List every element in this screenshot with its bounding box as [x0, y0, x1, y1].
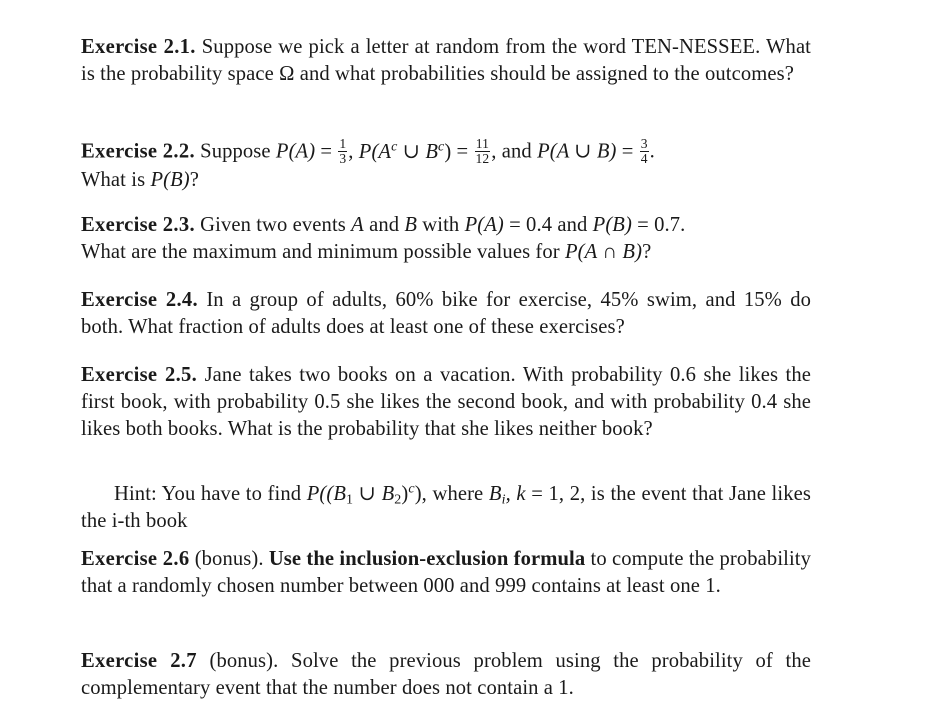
separator: , — [348, 140, 359, 163]
exercise-text: and — [363, 214, 405, 236]
math-B: B — [404, 214, 418, 236]
separator: , and — [491, 140, 538, 163]
cropped-top-text — [268, 0, 388, 2]
question-mark: ? — [189, 168, 199, 191]
exercise-text: Jane takes two books on a vacation. With probability 0.6 she likes the first book, with probability 0.5 she likes the second book, and with probability 0.4 she likes both books. What is the probability that she likes neither book? — [81, 364, 812, 440]
exercise-heading: Exercise 2.6 — [81, 548, 190, 570]
math-part: P(A — [358, 140, 392, 163]
question-mark: ? — [642, 241, 652, 263]
complement-sup: c — [438, 138, 445, 154]
math-hint-expr — [306, 481, 422, 508]
exercise-2-2 — [81, 137, 811, 194]
fraction-one-third — [338, 137, 347, 167]
exercise-heading: Exercise 2.1. — [81, 36, 196, 58]
exercise-text: Suppose we pick a letter at random from the word TEN-NESSEE. What is the probability space — [81, 36, 812, 85]
math-pAcBc — [358, 138, 452, 163]
denominator: 4 — [640, 151, 648, 167]
math-value: = 0.7. — [631, 214, 686, 236]
math-eq: = — [315, 140, 338, 163]
subscript: 1 — [346, 492, 354, 508]
math-value: = 0.4 — [503, 214, 553, 236]
exercise-text: Given two events — [200, 214, 352, 236]
math-pB: P(B) — [592, 214, 632, 236]
hint-text: , where — [421, 483, 489, 505]
complement-sup: c — [408, 481, 415, 497]
math-k: , k — [505, 483, 526, 505]
fraction-eleven-twelfths — [475, 137, 491, 167]
bonus-label: (bonus). — [196, 650, 279, 672]
math-value: = 1, 2 — [525, 483, 581, 505]
math-paren: ) — [414, 483, 422, 505]
exercise-heading: Exercise 2.7 — [81, 650, 197, 672]
exercise-2-4 — [81, 287, 811, 341]
exercise-2-5 — [81, 362, 811, 443]
math-cup: ∪ — [397, 140, 426, 163]
subscript: 2 — [394, 492, 402, 508]
math-pAnB: P(A ∩ B) — [565, 241, 643, 263]
math-pB: P(B) — [150, 168, 190, 191]
fraction-three-quarters — [640, 137, 649, 167]
exercise-heading: Exercise 2.2. — [81, 140, 195, 163]
numerator: 11 — [475, 136, 490, 151]
denominator: 12 — [475, 151, 490, 167]
exercise-2-5-hint — [81, 481, 811, 535]
math-B: B — [488, 483, 502, 505]
math-eq: = — [616, 140, 639, 163]
complement-sup: c — [391, 138, 398, 154]
exercise-heading: Exercise 2.3. — [81, 214, 195, 236]
period: . — [649, 140, 655, 163]
exercise-text: What are the maximum and minimum possible values for — [81, 241, 565, 263]
exercise-text: to compute the probability that a randomly chosen number between 000 and 999 contains at least one 1. — [81, 548, 812, 597]
math-part: B — [425, 140, 438, 163]
math-eq: = — [451, 140, 474, 163]
exercise-2-7 — [81, 648, 811, 702]
exercise-text: Solve the previous problem using the probability of the complementary event that the number does not contain a 1. — [81, 650, 811, 699]
exercise-heading: Exercise 2.5. — [81, 364, 198, 386]
exercise-text: with — [417, 214, 465, 236]
exercise-text: Suppose — [200, 140, 276, 163]
bold-phrase: Use the inclusion-exclusion formula — [263, 548, 586, 570]
exercise-2-6 — [81, 546, 811, 600]
exercise-text: and what probabilities should be assigned to the outcomes? — [294, 63, 794, 85]
exercise-text: and — [552, 214, 593, 236]
exercise-text: What is — [81, 168, 151, 191]
exercise-text: In a group of adults, 60% bike for exercise, 45% swim, and 15% do both. What fraction of adults does at least one of these exercises? — [81, 289, 811, 338]
math-part: ∪ B — [353, 483, 395, 505]
math-paren: ) — [401, 483, 409, 505]
denominator: 3 — [339, 151, 347, 167]
math-pAuB: P(A ∪ B) — [537, 140, 617, 163]
bonus-label: (bonus). — [189, 548, 264, 570]
math-omega: Ω — [279, 63, 295, 85]
numerator: 1 — [339, 136, 347, 151]
subscript: i — [501, 492, 506, 508]
math-pA: P(A) — [275, 140, 316, 163]
hint-text: Hint: You have to find — [114, 483, 307, 505]
math-A: A — [351, 214, 364, 236]
math-part: P((B — [306, 483, 346, 505]
math-pA: P(A) — [464, 214, 504, 236]
hint-text: , is the event that Jane likes the i-th book — [81, 483, 811, 532]
exercise-heading: Exercise 2.4. — [81, 289, 198, 311]
math-paren: ) — [444, 140, 452, 163]
numerator: 3 — [640, 136, 648, 151]
exercise-2-1 — [81, 34, 811, 88]
exercise-2-3 — [81, 212, 811, 266]
